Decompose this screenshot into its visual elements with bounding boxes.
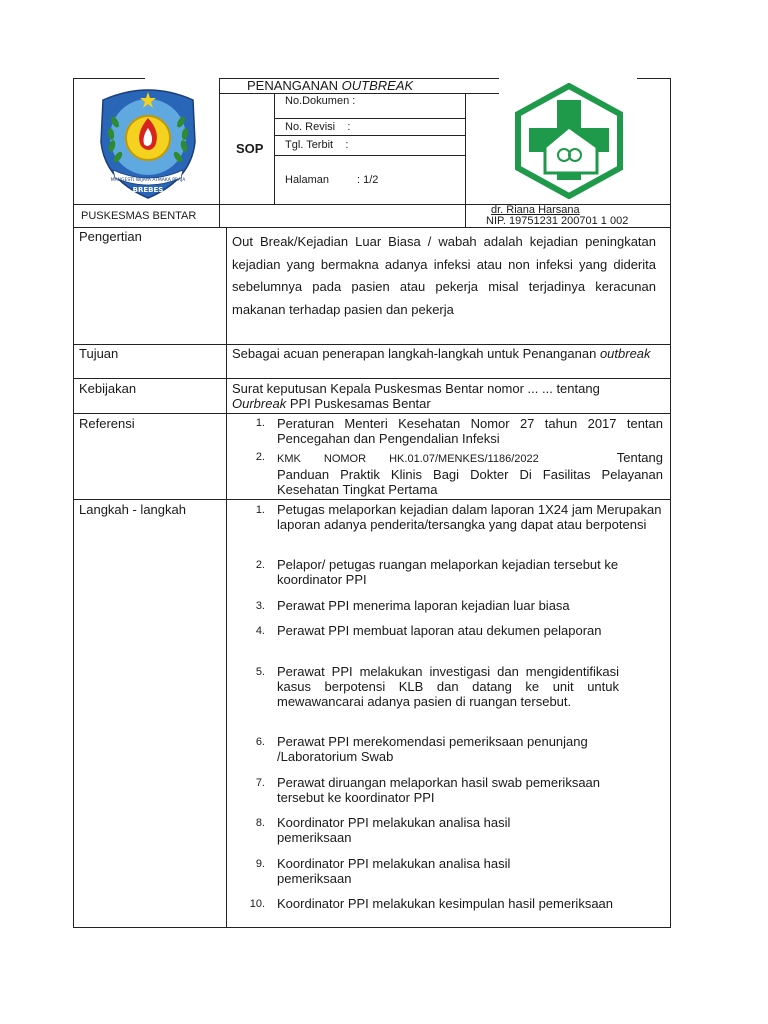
- sop-document: MANGESTI WIJAYA ATMAKA PRAJA BREBES PENANGANAN OUTBREAK SOP No.Dokumen : No. Revisi : Tgl. Terbit : Halaman : 1/2 PUSKESMAS BENTAR dr. Riana Harsana NIP. 19751231 200701 1 002 Pengertian Out Break/Kejadian Luar Biasa / wabah adalah kejadian peningkatan kejadian yang bermakna adanya infeksi atau non infeksi yang diderita sebelumnya pada pasien atau pekerja misal terjadinya keracunan makanan terhadap pasien dan pekerja Tujuan Sebagai acuan penerapan langkah-langkah untuk Penanganan outbreak Kebijakan Surat keputusan Kepala Puskesmas Bentar nomor ... ... tentang Ourbreak PPI Puskesamas Bentar Referensi 1. Peraturan Menteri Kesehatan Nomor 27 tahun 2017 tentan Pencegahan dan Pengendalian Infeksi 2. KMK NOMOR HK.01.07/MENKES/1186/2022 Tentang Panduan Praktik Klinis Bagi Dokter Di Fasilitas Pelayanan Kesehatan Tingkat Pertama Langkah - langkah 1. Petugas melaporkan kejadian dalam laporan 1X24 jam Merupakan laporan adanya penderita/tersangka yang dapat atau berpotensi 2. Pelapor/ petugas ruangan melaporkan kejadian tersebut ke koordinator PPI 3. Perawat PPI menerima laporan kejadian luar biasa 4. Perawat PPI membuat laporan atau dekumen pelaporan 5. Perawat PPI melakukan investigasi dan mengidentifikasi kasus berpotensi KLB dan datang ke unit untuk mewawancarai adanya pasien di ruangan tersebut. 6. Perawat PPI merekomendasi pemeriksaan penunjang /Laboratorium Swab 7. Perawat diruangan melaporkan hasil swab pemeriksaan tersebut ke koordinator PPI 8. Koordinator PPI melakukan analisa hasil pemeriksaan 9. Koordinator PPI melakukan analisa hasil pemeriksaan 10. Koordinator PPI melakukan kesimpulan hasil pemeriksaan: [73, 78, 671, 928]
- langkah-label: Langkah - langkah: [79, 502, 186, 517]
- langkah-item: Koordinator PPI melakukan analisa hasil pemeriksaan: [277, 815, 511, 845]
- revision-number: No. Revisi :: [285, 121, 351, 133]
- tujuan-label: Tujuan: [79, 346, 119, 361]
- document-title: PENANGANAN OUTBREAK: [247, 78, 414, 93]
- langkah-item: Perawat PPI membuat laporan atau dekumen pelaporan: [277, 623, 602, 638]
- pengertian-label: Pengertian: [79, 229, 142, 244]
- puskesmas-name: PUSKESMAS BENTAR: [81, 210, 197, 222]
- referensi-item-2-text: Tentang: [616, 450, 663, 465]
- langkah-item: Perawat PPI merekomendasi pemeriksaan penunjang /Laboratorium Swab: [277, 734, 588, 764]
- brebes-regency-logo: [83, 82, 213, 200]
- langkah-item: Koordinator PPI melakukan analisa hasil pemeriksaan: [277, 856, 511, 886]
- referensi-label: Referensi: [79, 416, 135, 431]
- tujuan-text: Sebagai acuan penerapan langkah-langkah untuk Penanganan outbreak: [232, 346, 651, 361]
- puskesmas-logo: [511, 83, 627, 199]
- signer-name: dr. Riana Harsana: [491, 204, 580, 216]
- svg-text:BREBES: BREBES: [132, 186, 164, 194]
- langkah-item: Koordinator PPI melakukan kesimpulan hasil pemeriksaan: [277, 896, 614, 911]
- langkah-item: Perawat PPI menerima laporan kejadian luar biasa: [277, 598, 570, 613]
- issue-date: Tgl. Terbit :: [285, 139, 349, 151]
- sop-label: SOP: [236, 141, 264, 156]
- referensi-item: KMK NOMOR HK.01.07/MENKES/1186/2022 Tentang Panduan Praktik Klinis Bagi Dokter Di Fasilitas Pelayanan Kesehatan Tingkat Pertama: [277, 450, 663, 497]
- page-label: Halaman: [285, 174, 330, 186]
- kebijakan-text: Surat keputusan Kepala Puskesmas Bentar nomor ... ... tentang Ourbreak PPI Puskesamas Bentar: [232, 381, 600, 411]
- langkah-item: Pelapor/ petugas ruangan melaporkan kejadian tersebut ke koordinator PPI: [277, 557, 619, 587]
- langkah-item: Petugas melaporkan kejadian dalam laporan 1X24 jam Merupakan laporan adanya penderita/tersangka yang dapat atau berpotensi: [277, 502, 662, 532]
- svg-text:MANGESTI WIJAYA ATMAKA PRAJA: MANGESTI WIJAYA ATMAKA PRAJA: [110, 178, 186, 183]
- pengertian-text: Out Break/Kejadian Luar Biasa / wabah adalah kejadian peningkatan kejadian yang bermakna adanya infeksi atau non infeksi yang diderita sebelumnya pada pasien atau pekerja misal terjadinya keracunan makanan terhadap pasien dan pekerja: [232, 234, 656, 318]
- page-value: : 1/2: [357, 174, 379, 186]
- signer-nip: NIP. 19751231 200701 1 002: [486, 215, 629, 227]
- langkah-item: Perawat PPI melakukan investigasi dan mengidentifikasi kasus berpotensi KLB dan datang ke unit untuk mewawancarai adanya pasien di ruangan tersebut.: [277, 664, 619, 709]
- document-number: No.Dokumen :: [285, 95, 356, 107]
- referensi-item: Peraturan Menteri Kesehatan Nomor 27 tahun 2017 tentan Pencegahan dan Pengendalian Infeksi: [277, 416, 663, 446]
- langkah-item: Perawat diruangan melaporkan hasil swab pemeriksaan tersebut ke koordinator PPI: [277, 775, 601, 805]
- kebijakan-label: Kebijakan: [79, 381, 137, 396]
